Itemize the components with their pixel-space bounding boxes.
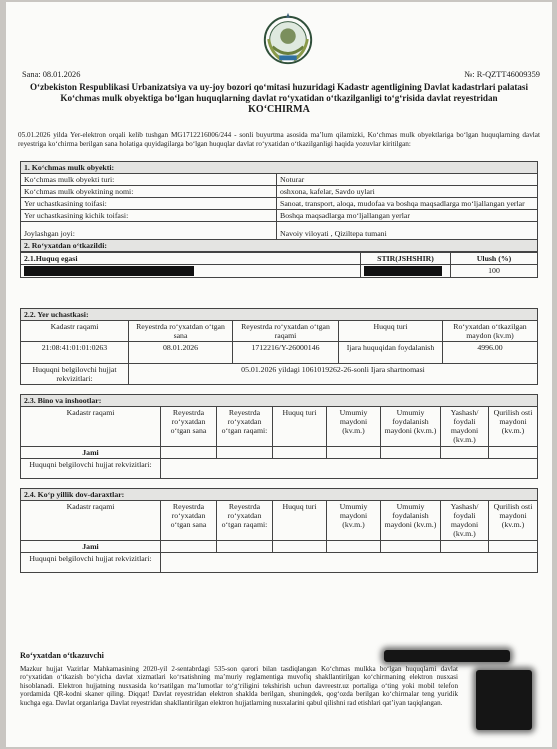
redaction-blur xyxy=(384,650,510,662)
table-row: Yer uchastkasining kichik toifasi: Boshqa maqsadlarga mo‘ljallangan yerlar xyxy=(21,210,538,222)
redaction-blur xyxy=(476,670,532,730)
title-line: O‘zbekiston Respublikasi Urbanizatsiya va uy-joy bozori qo‘mitasi huzuridagi Kadastr agentligining Davlat kadastrlari palatasi Ko‘chmas mulk obyektiga bo‘lgan huquqlarning davlat ro‘yxatidan o‘tkazilganligi to‘g‘risida davlat reyestridan xyxy=(29,82,529,103)
section-2-title: 2. Ro‘yxatdan o‘tkazildi: xyxy=(21,240,538,252)
section-2-2-title: 2.2. Yer uchastkasi: xyxy=(21,309,538,321)
table-row: 21:08:41:01:01:0263 08.01.2026 1712216/Y-26000146 Ijara huquqidan foydalanish 4996.00 xyxy=(21,342,538,364)
section-1-title: 1. Ko‘chmas mulk obyekti: xyxy=(21,162,538,174)
section-2-4-table: 2.4. Ko‘p yillik dov-daraxtlar: Kadastr raqami Reyestrda ro‘yxatdan o‘tgan sana Reyestrda ro‘yxatdan o‘tgan raqami: Huquq turi Umumiy maydoni (kv.m.) Umumiy foydalanish maydoni (kv.m.) Yashash/ foydali maydoni (kv.m.) Qurilish osti maydoni (kv.m.) Jami Huquqni belgilovchi hujjat rekvizitlari: xyxy=(20,488,538,573)
document-date: Sana: 08.01.2026 xyxy=(22,70,81,79)
title-doc-type: KO‘CHIRMA xyxy=(248,104,310,115)
owner-name-redacted xyxy=(21,265,361,278)
table-row: Yer uchastkasining toifasi: Sanoat, transport, aloqa, mudofaa va boshqa maqsadlarga mo‘ljallangan yerlar xyxy=(21,198,538,210)
s22-doc-value: 05.01.2026 yildagi 1061019262-26-sonli Ijara shartnomasi xyxy=(129,364,538,385)
registrar-title: Ro‘yxatdan o‘tkazuvchi xyxy=(20,651,104,660)
ulush-header: Ulush (%) xyxy=(451,253,538,265)
section-2-3-title: 2.3. Bino va inshootlar: xyxy=(21,395,538,407)
table-row: Joylashgan joyi: Navoiy viloyati , Qiziltepa tumani xyxy=(21,222,538,240)
section-2-3-table: 2.3. Bino va inshootlar: Kadastr raqami Reyestrda ro‘yxatdan o‘tgan sana Reyestrda ro‘yxatdan o‘tgan raqami: Huquq turi Umumiy maydoni (kv.m.) Umumiy foydalanish maydoni (kv.m.) Yashash/ foydali maydoni (kv.m.) Qurilish osti maydoni (kv.m.) Jami Huquqni belgilovchi hujjat rekvizitlari: xyxy=(20,394,538,479)
state-emblem-icon xyxy=(259,10,317,68)
ulush-value: 100 xyxy=(451,265,538,278)
section-2-4-title: 2.4. Ko‘p yillik dov-daraxtlar: xyxy=(21,489,538,501)
redaction-bar xyxy=(364,266,442,276)
redaction-bar xyxy=(24,266,194,276)
intro-paragraph: 05.01.2026 yilda Yer-elektron orqali kelib tushgan MG1712216006/244 - sonli buyurtma asosida ma’lum qilamizki, Ko‘chmas mulk obyektlariga bo‘lgan huquqlarning davlat reyestriga ko‘chirma berilgan sana holatiga quyidagilarga bo‘lgan huquqlar davlat ro‘yxatidan o‘tkazilganligi haqida yozuvlar kiritilgan: xyxy=(18,131,540,148)
table-row: Ko‘chmas mulk obyektining nomi: oshxona, kafelar, Savdo uylari xyxy=(21,186,538,198)
section-1-table xyxy=(20,161,538,278)
document-title xyxy=(20,82,538,115)
footer-text: Mazkur hujjat Vazirlar Mahkamasining 2020-yil 2-sentabrdagi 535-son qarori bilan tasdiqlangan Ko‘chmas mulkka bo‘lgan huquqlarni davlat ro‘yxatidan o‘tkazish bo‘yicha davlat xizmatlari ko‘rsatishning ma’muriy reglamentiga muvofiq shakllantirilgan ko‘chirmaning elektron nusxasi hisoblanadi. Elektron hujjatning nusxasida ko‘rsatilgan ma’lumotlar to‘g‘riligini tekshirish uchun davreestr.uz portaliga o‘ting yoki mobil telefon yordamida QR-kodni skaner qiling. Diqqat! Davlat reyestridan elektron shaklda berilgan, shuningdek, qog‘ozda berilgan ko‘chirmalar teng yuridik kuchga ega. Davlat organlariga Davlat reyestridan shakllantirilgan elektron hujjatlarning nusxalarini qabul qilishni rad etishlari qat’iyan taqiqlangan. xyxy=(20,664,458,707)
stir-header: STIR(JSHSHIR) xyxy=(361,253,451,265)
s22-doc-label: Huquqni belgilovchi hujjat rekvizitlari: xyxy=(21,364,129,385)
table-row: Ko‘chmas mulk obyekti turi: Noturar xyxy=(21,174,538,186)
document-number: №: R-QZTT46009359 xyxy=(464,70,540,79)
stir-value-redacted xyxy=(361,265,451,278)
section-2-2-table: 2.2. Yer uchastkasi: Kadastr raqami Reyestrda ro‘yxatdan o‘tgan sana Reyestrda ro‘yxatdan o‘tgan raqami Huquq turi Ro‘yxatdan o‘tkazilgan maydon (kv.m) 21:08:41:01:01:0263 08.01.2026 1712216/Y-26000146 Ijara huquqidan foydalanish 4996.00 Huquqni belgilovchi hujjat rekvizitlari: 05.01.2026 yildagi 1061019262-26-sonli Ijara shartnomasi xyxy=(20,308,538,385)
document-page xyxy=(6,2,552,747)
owner-title: 2.1.Huquq egasi xyxy=(21,253,361,265)
